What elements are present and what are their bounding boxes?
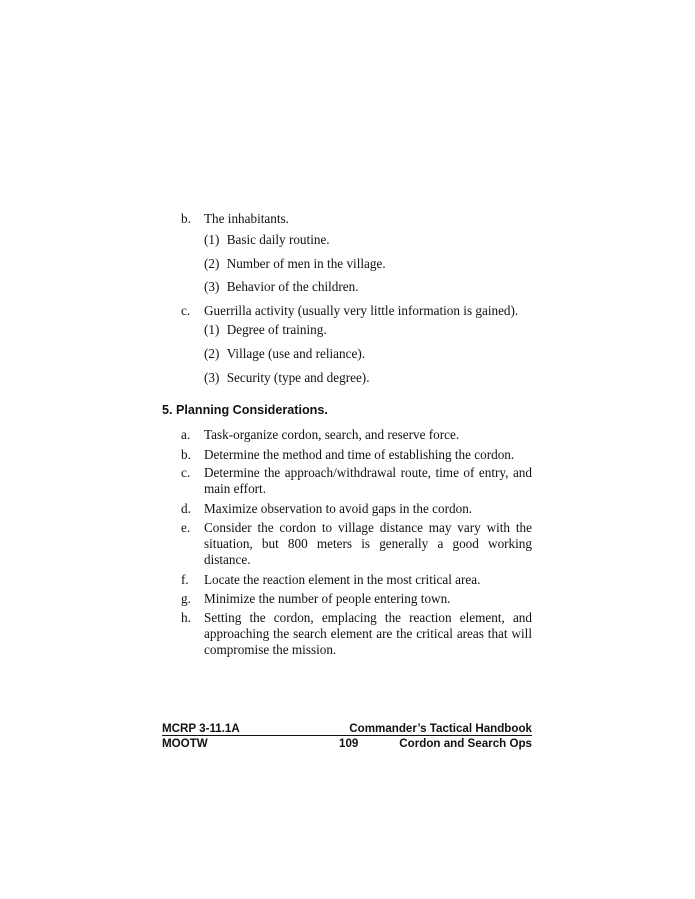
sub-text: Basic daily routine.: [226, 232, 330, 247]
sub-text: Number of men in the village.: [226, 256, 386, 271]
list-marker: b.: [181, 211, 191, 226]
list-marker: a.: [181, 427, 191, 442]
sub-marker: (2): [204, 256, 220, 271]
list-item-text: Determine the method and time of establishing the cordon.: [204, 447, 515, 462]
list-marker: c.: [181, 303, 191, 318]
list-item-text: Locate the reaction element in the most critical area.: [204, 572, 481, 587]
sub-marker: (1): [204, 322, 220, 337]
list-item-text: The inhabitants.: [204, 211, 289, 226]
list-marker: h.: [181, 610, 191, 625]
list-item-text: Task-organize cordon, search, and reserve force.: [204, 427, 460, 442]
sub-item: [204, 322, 327, 338]
section-heading: 5. Planning Considerations.: [162, 403, 328, 417]
sub-marker: (2): [204, 346, 220, 361]
list-marker: c.: [181, 465, 191, 480]
sub-text: Behavior of the children.: [226, 279, 359, 294]
list-marker: e.: [181, 520, 191, 535]
list-marker: d.: [181, 501, 191, 516]
sub-text: Degree of training.: [226, 322, 327, 337]
sub-item: [204, 232, 330, 248]
footer-publication: MCRP 3-11.1A: [162, 722, 240, 735]
sub-marker: (3): [204, 370, 220, 385]
list-item-text: Determine the approach/withdrawal route, time of entry, and main effort.: [204, 465, 532, 496]
list-item-text: Minimize the number of people entering town.: [204, 591, 451, 606]
sub-marker: (1): [204, 232, 220, 247]
list-marker: f.: [181, 572, 189, 587]
sub-text: Security (type and degree).: [226, 370, 370, 385]
sub-marker: (3): [204, 279, 220, 294]
footer-divider: [162, 735, 532, 736]
list-item-text: Guerrilla activity (usually very little information is gained).: [204, 303, 519, 318]
sub-item: [204, 370, 370, 386]
list-item-text: Consider the cordon to village distance may vary with the situation, but 800 meters is generally a good working distance.: [204, 520, 532, 567]
sub-text: Village (use and reliance).: [226, 346, 366, 361]
sub-item: [204, 256, 386, 272]
list-marker: g.: [181, 591, 191, 606]
footer-chapter: Cordon and Search Ops: [399, 737, 532, 750]
footer-handbook-title: Commander’s Tactical Handbook: [349, 722, 532, 735]
list-marker: b.: [181, 447, 191, 462]
list-item-text: Maximize observation to avoid gaps in the cordon.: [204, 501, 473, 516]
sub-item: [204, 346, 365, 362]
footer-category: MOOTW: [162, 737, 208, 750]
sub-item: [204, 279, 359, 295]
page-number: 109: [339, 737, 359, 750]
list-item-text: Setting the cordon, emplacing the reaction element, and approaching the search element are the critical areas that will compromise the mission.: [204, 610, 532, 657]
